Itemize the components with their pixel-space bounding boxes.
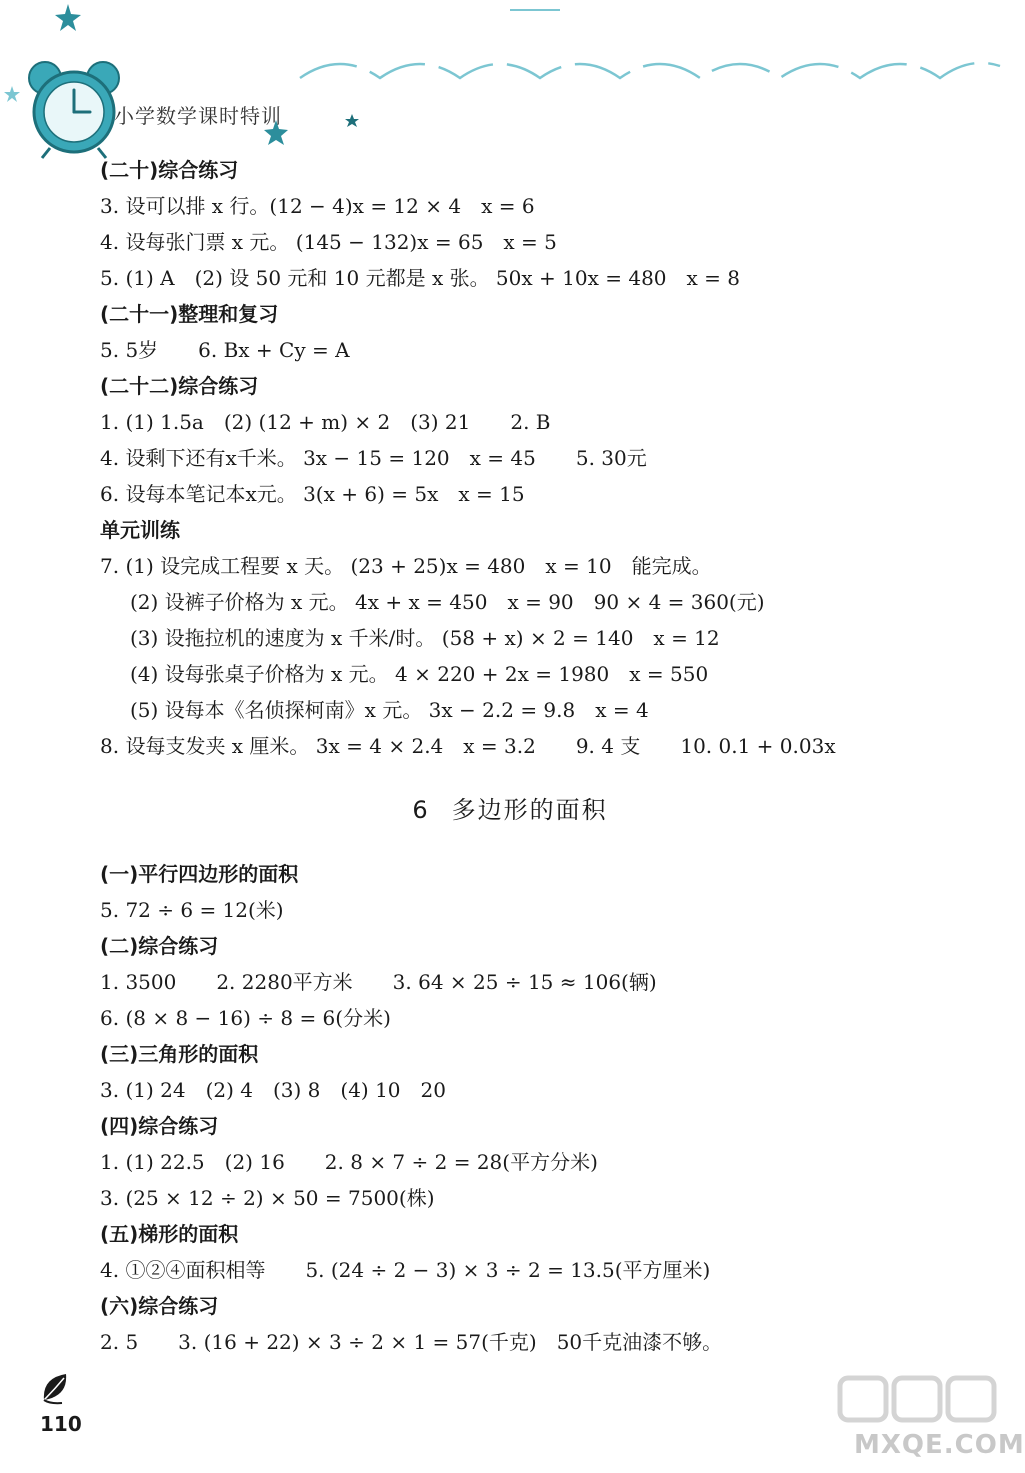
answer-line: 1. (1) 22.5 (2) 16 2. 8 × 7 ÷ 2 = 28(平方分米) <box>100 1150 598 1174</box>
page-number: 110 <box>40 1412 82 1436</box>
answer-line: 6. 设每本笔记本x元。 3(x + 6) = 5x x = 15 <box>100 482 525 506</box>
section-heading: (一)平行四边形的面积 <box>100 862 299 886</box>
answer-line: (3) 设拖拉机的速度为 x 千米/时。 (58 + x) × 2 = 140 x = 12 <box>130 626 720 650</box>
answer-line: 1. 3500 2. 2280平方米 3. 64 × 25 ÷ 15 ≈ 106(辆) <box>100 970 657 994</box>
chapter-title <box>100 764 960 856</box>
section-heading: (五)梯形的面积 <box>100 1222 239 1246</box>
answer-line: 8. 设每支发夹 x 厘米。 3x = 4 × 2.4 x = 3.2 9. 4 支 10. 0.1 + 0.03x <box>100 734 836 758</box>
section-heading: 单元训练 <box>100 518 180 542</box>
answer-line: 2. 5 3. (16 + 22) × 3 ÷ 2 × 1 = 57(千克) 50千克油漆不够。 <box>100 1330 723 1354</box>
section-heading: (二十)综合练习 <box>100 158 239 182</box>
watermark-text: MXQE.COM <box>854 1430 1025 1460</box>
answer-line: (2) 设裤子价格为 x 元。 4x + x = 450 x = 90 90 × 4 = 360(元) <box>130 590 765 614</box>
answer-line: 5. 5岁 6. Bx + Cy = A <box>100 338 350 362</box>
answer-line: 5. 72 ÷ 6 = 12(米) <box>100 898 284 922</box>
answer-line: 4. 设剩下还有x千米。 3x − 15 = 120 x = 45 5. 30元 <box>100 446 647 470</box>
star-icon <box>345 114 359 127</box>
answer-line: 4. ①②④面积相等 5. (24 ÷ 2 − 3) × 3 ÷ 2 = 13.5(平方厘米) <box>100 1258 711 1282</box>
wavy-line-decoration <box>300 63 1000 78</box>
chapter-name: 多边形的面积 <box>451 796 608 824</box>
section-heading: (四)综合练习 <box>100 1114 219 1138</box>
answer-line: 6. (8 × 8 − 16) ÷ 8 = 6(分米) <box>100 1006 391 1030</box>
star-icon <box>55 4 81 31</box>
answer-line: 5. (1) A (2) 设 50 元和 10 元都是 x 张。 50x + 10x = 480 x = 8 <box>100 266 740 290</box>
answer-line: 3. (1) 24 (2) 4 (3) 8 (4) 10 20 <box>100 1078 446 1102</box>
section-heading: (三)三角形的面积 <box>100 1042 259 1066</box>
answer-line: 3. 设可以排 x 行。(12 − 4)x = 12 × 4 x = 6 <box>100 194 535 218</box>
header-decoration <box>0 0 1000 170</box>
section-heading: (二十一)整理和复习 <box>100 302 279 326</box>
answer-line: 1. (1) 1.5a (2) (12 + m) × 2 (3) 21 2. B <box>100 410 551 434</box>
clock-mascot-icon <box>29 62 119 158</box>
section-heading: (六)综合练习 <box>100 1294 219 1318</box>
answer-content <box>100 152 960 1360</box>
book-title: 小学数学课时特训 <box>114 104 282 128</box>
star-icon <box>4 86 20 102</box>
leaf-icon <box>40 1370 74 1406</box>
answer-line: (5) 设每本《名侦探柯南》x 元。 3x − 2.2 = 9.8 x = 4 <box>130 698 649 722</box>
answer-line: 3. (25 × 12 ÷ 2) × 50 = 7500(株) <box>100 1186 435 1210</box>
section-heading: (二)综合练习 <box>100 934 219 958</box>
answer-line: (4) 设每张桌子价格为 x 元。 4 × 220 + 2x = 1980 x = 550 <box>130 662 709 686</box>
answer-line: 7. (1) 设完成工程要 x 天。 (23 + 25)x = 480 x = 10 能完成。 <box>100 554 712 578</box>
answer-line: 4. 设每张门票 x 元。 (145 − 132)x = 65 x = 5 <box>100 230 557 254</box>
chapter-number: 6 <box>412 796 430 824</box>
section-heading: (二十二)综合练习 <box>100 374 259 398</box>
